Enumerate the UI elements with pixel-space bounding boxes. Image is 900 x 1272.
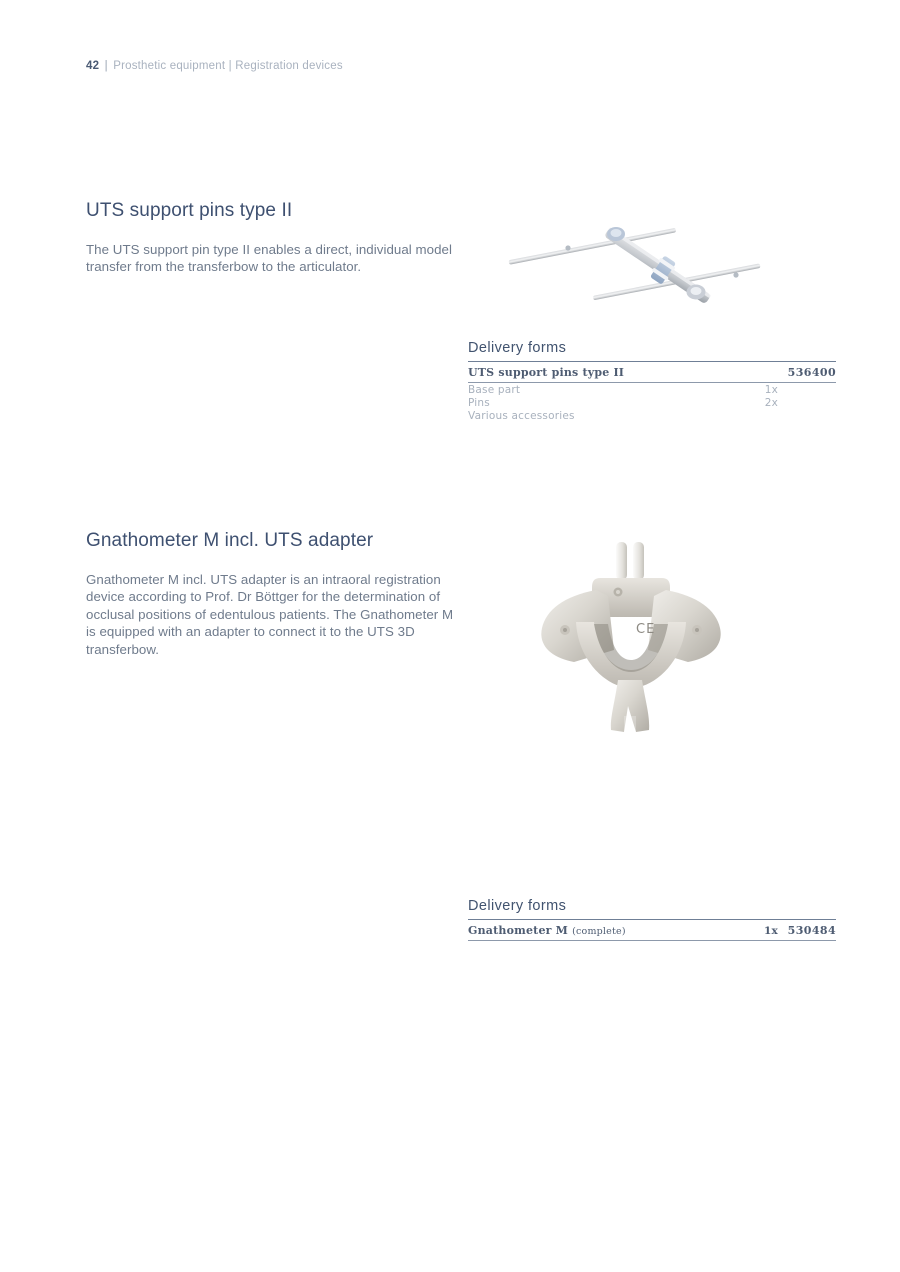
delivery-item-name: UTS support pins type II (468, 366, 625, 379)
delivery-item-code: 530484 (787, 924, 836, 937)
section-2-image-column (468, 530, 836, 745)
section-2-delivery-forms (468, 898, 836, 941)
delivery-sub-row (468, 409, 836, 422)
section-2-body: Gnathometer M incl. UTS adapter is an intraoral registration device according to Prof. Dr Böttger for the determination of occlusal positions of edentulous patients. The Gnathometer M is equipped with an adapter to connect it to the UTS 3D transferbow. (86, 571, 454, 657)
section-1-image-column (468, 200, 836, 330)
delivery-main-row (468, 362, 836, 383)
delivery-item-qty: 1x (764, 925, 778, 937)
delivery-sub-name: Various accessories (468, 410, 575, 422)
section-1-delivery-forms (468, 340, 836, 422)
delivery-item-code: 536400 (787, 366, 836, 379)
breadcrumb-category: Prosthetic equipment (113, 60, 226, 72)
svg-text:CE: CE (636, 622, 656, 637)
section-1-title: UTS support pins type II (86, 200, 293, 221)
delivery-sub-qty: 2x (764, 397, 778, 409)
delivery-forms-heading: Delivery forms (468, 340, 836, 362)
page-number: 42 (86, 60, 100, 72)
delivery-sub-name: Base part (468, 384, 521, 396)
uts-support-pins-illustration (468, 200, 836, 330)
breadcrumb-separator: | (228, 60, 232, 72)
delivery-sub-row (468, 383, 836, 396)
delivery-item-name (468, 924, 732, 937)
section-2-title: Gnathometer M incl. UTS adapter (86, 530, 374, 551)
delivery-forms-heading: Delivery forms (468, 898, 836, 920)
breadcrumb-subcategory: Registration devices (235, 60, 343, 72)
gnathometer-m-photo (468, 530, 836, 745)
gnathometer-m-illustration (468, 530, 836, 745)
delivery-main-row (468, 920, 836, 941)
section-2-text-column (86, 530, 458, 659)
delivery-item-name-suffix: (complete) (572, 926, 626, 937)
section-1-body: The UTS support pin type II enables a direct, individual model transfer from the transferbow to the articulator. (86, 241, 453, 275)
section-1-text-column (86, 200, 458, 276)
delivery-item-name-text: Gnathometer M (468, 924, 569, 937)
delivery-sub-name: Pins (468, 397, 490, 409)
page-header (86, 60, 343, 72)
delivery-sub-qty: 1x (764, 384, 778, 396)
uts-support-pins-photo (468, 200, 836, 330)
header-separator: | (104, 60, 108, 72)
delivery-sub-row (468, 396, 836, 409)
